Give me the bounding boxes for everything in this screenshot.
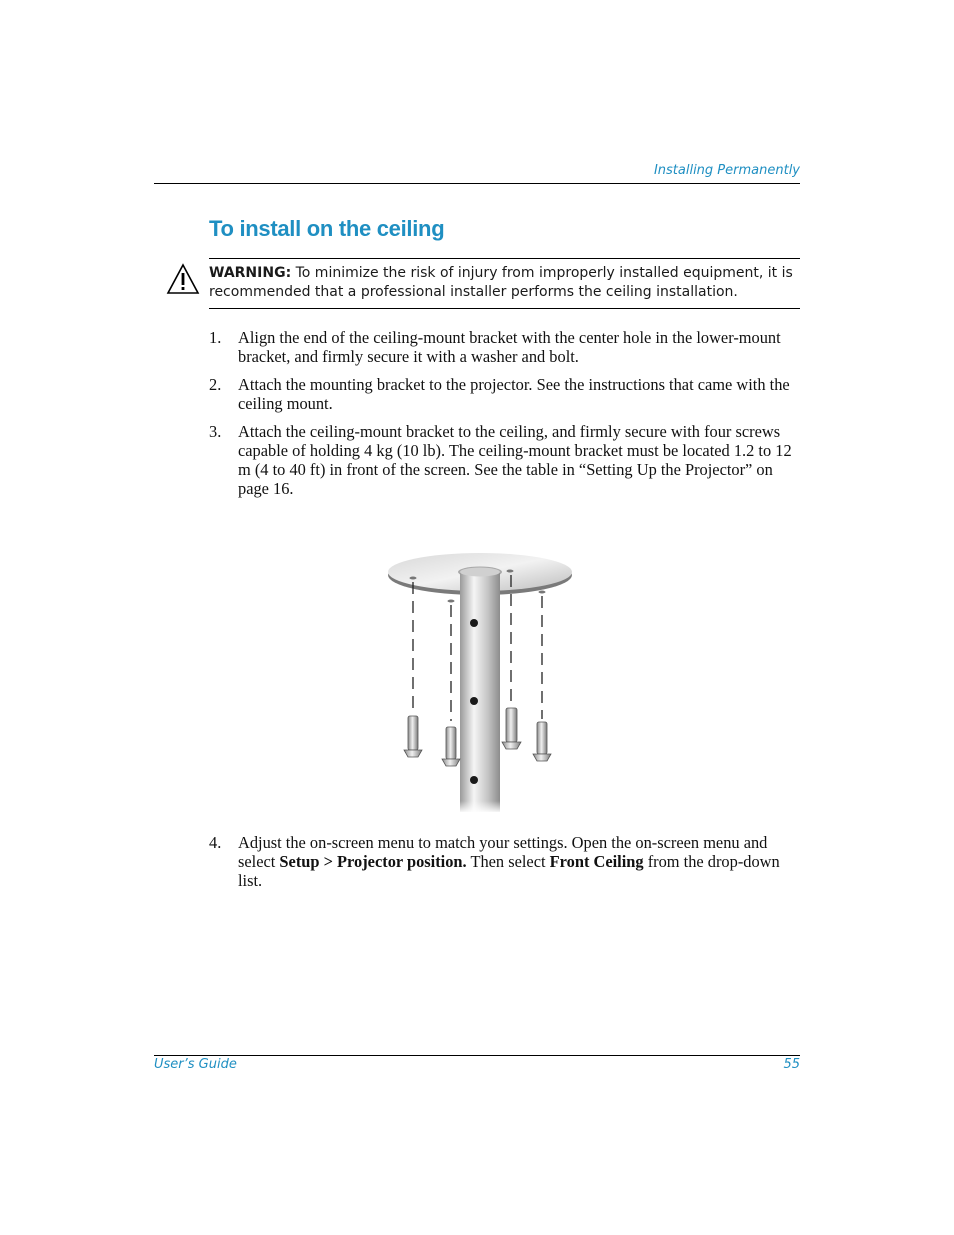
step-item bbox=[209, 328, 800, 366]
steps-list bbox=[209, 328, 800, 507]
warning-triangle-icon bbox=[166, 263, 200, 295]
footer-guide-title: User’s Guide bbox=[154, 1057, 237, 1072]
step-item bbox=[209, 422, 800, 498]
step-text: Attach the ceiling-mount bracket to the ceiling, and firmly secure with four screws capable of holding 4 kg (10 lb). The ceiling-mount bracket must be located 1.2 to 12 m (4 to 40 ft) in front of the screen. See the table in “Setting Up the Projector” on page 16. bbox=[238, 422, 792, 498]
running-head: Installing Permanently bbox=[653, 163, 800, 178]
step-text: from the drop-down list. bbox=[238, 852, 780, 890]
step-text: Attach the mounting bracket to the projector. See the instructions that came with the ceiling mount. bbox=[238, 375, 790, 413]
steps-list-continued bbox=[209, 833, 800, 899]
warning-text bbox=[209, 264, 800, 302]
warning-label: WARNING: bbox=[209, 265, 292, 281]
step-number: 2. bbox=[209, 375, 222, 394]
step-item bbox=[209, 833, 800, 890]
header-rule bbox=[154, 183, 800, 184]
warning-top-rule bbox=[209, 258, 800, 259]
warning-bottom-rule bbox=[209, 308, 800, 309]
footer-rule bbox=[154, 1055, 800, 1056]
step-number: 4. bbox=[209, 833, 222, 852]
step-item bbox=[209, 375, 800, 413]
menu-path: Setup > Projector position. bbox=[279, 852, 467, 871]
warning-body: To minimize the risk of injury from improperly installed equipment, it is recommended that a professional installer performs the ceiling installation. bbox=[209, 265, 793, 300]
option-name: Front Ceiling bbox=[549, 852, 644, 871]
ceiling-mount-illustration bbox=[380, 553, 580, 813]
section-title: To install on the ceiling bbox=[209, 216, 445, 241]
step-text: Align the end of the ceiling-mount bracket with the center hole in the lower-mount bracket, and firmly secure it with a washer and bolt. bbox=[238, 328, 781, 366]
step-text: Adjust the on-screen menu to match your settings. Open the on-screen menu and select bbox=[238, 833, 768, 871]
page-number: 55 bbox=[783, 1057, 800, 1072]
step-text: Then select bbox=[466, 852, 550, 871]
step-number: 1. bbox=[209, 328, 222, 347]
step-number: 3. bbox=[209, 422, 222, 441]
